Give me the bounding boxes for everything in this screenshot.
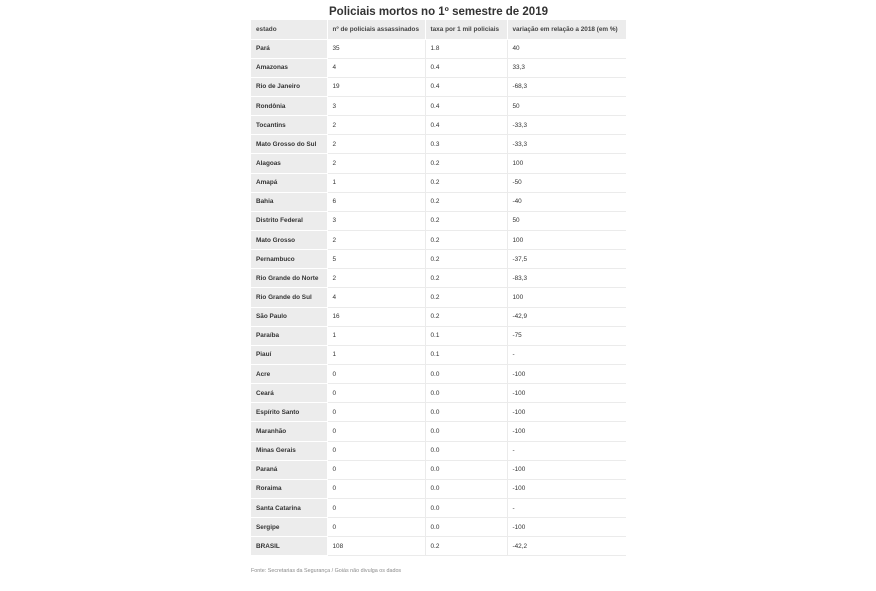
table-row [251, 441, 626, 460]
cell-policiais-assassinados: 3 [327, 211, 425, 230]
cell-taxa: 1.8 [425, 39, 507, 58]
cell-taxa: 0.0 [425, 422, 507, 441]
cell-taxa: 0.0 [425, 384, 507, 403]
cell-taxa: 0.0 [425, 365, 507, 384]
cell-taxa: 0.0 [425, 460, 507, 479]
cell-estado: Pernambuco [251, 250, 327, 269]
cell-policiais-assassinados: 2 [327, 135, 425, 154]
cell-taxa: 0.0 [425, 479, 507, 498]
cell-taxa: 0.2 [425, 231, 507, 250]
cell-variacao: -75 [507, 326, 626, 345]
cell-estado: Amazonas [251, 58, 327, 77]
cell-policiais-assassinados: 1 [327, 326, 425, 345]
column-header-taxa[interactable]: taxa por 1 mil policiais [425, 20, 507, 39]
cell-policiais-assassinados: 6 [327, 192, 425, 211]
cell-estado: Sergipe [251, 518, 327, 537]
table-row [251, 499, 626, 518]
cell-policiais-assassinados: 16 [327, 307, 425, 326]
cell-estado: Espírito Santo [251, 403, 327, 422]
cell-estado: Paraná [251, 460, 327, 479]
cell-variacao: 50 [507, 97, 626, 116]
table-row [251, 135, 626, 154]
column-header-policiais-assassinados[interactable]: nº de policiais assassinados [327, 20, 425, 39]
table-row [251, 345, 626, 364]
cell-taxa: 0.2 [425, 211, 507, 230]
cell-policiais-assassinados: 35 [327, 39, 425, 58]
cell-taxa: 0.0 [425, 518, 507, 537]
cell-estado: Rio Grande do Norte [251, 269, 327, 288]
table-row [251, 288, 626, 307]
cell-variacao: - [507, 441, 626, 460]
cell-variacao: -50 [507, 173, 626, 192]
cell-policiais-assassinados: 0 [327, 479, 425, 498]
table-row [251, 307, 626, 326]
cell-policiais-assassinados: 3 [327, 97, 425, 116]
table-row [251, 231, 626, 250]
cell-taxa: 0.2 [425, 537, 507, 556]
cell-variacao: -42,9 [507, 307, 626, 326]
cell-policiais-assassinados: 2 [327, 231, 425, 250]
cell-policiais-assassinados: 0 [327, 460, 425, 479]
cell-policiais-assassinados: 1 [327, 173, 425, 192]
table-row [251, 365, 626, 384]
table-row [251, 403, 626, 422]
cell-policiais-assassinados: 0 [327, 441, 425, 460]
table-row [251, 116, 626, 135]
table-row [251, 460, 626, 479]
column-header-variacao[interactable]: variação em relação a 2018 (em %) [507, 20, 626, 39]
cell-variacao: -100 [507, 518, 626, 537]
data-table [251, 20, 627, 556]
cell-policiais-assassinados: 0 [327, 422, 425, 441]
cell-policiais-assassinados: 0 [327, 499, 425, 518]
cell-taxa: 0.4 [425, 116, 507, 135]
cell-policiais-assassinados: 0 [327, 518, 425, 537]
cell-variacao: -42,2 [507, 537, 626, 556]
cell-estado: Amapá [251, 173, 327, 192]
cell-estado: Maranhão [251, 422, 327, 441]
cell-policiais-assassinados: 0 [327, 384, 425, 403]
cell-estado: Alagoas [251, 154, 327, 173]
cell-variacao: 100 [507, 154, 626, 173]
cell-taxa: 0.4 [425, 58, 507, 77]
table-title: Policiais mortos no 1º semestre de 2019 [329, 6, 548, 18]
table-row [251, 479, 626, 498]
cell-taxa: 0.0 [425, 441, 507, 460]
cell-estado: BRASIL [251, 537, 327, 556]
cell-variacao: -100 [507, 460, 626, 479]
cell-policiais-assassinados: 5 [327, 250, 425, 269]
cell-variacao: -37,5 [507, 250, 626, 269]
source-note: Fonte: Secretarias da Segurança / Goiás não divulga os dados [251, 568, 402, 574]
cell-estado: Tocantins [251, 116, 327, 135]
cell-variacao: 100 [507, 231, 626, 250]
column-header-estado[interactable]: estado [251, 20, 327, 39]
cell-policiais-assassinados: 2 [327, 116, 425, 135]
cell-taxa: 0.2 [425, 154, 507, 173]
cell-estado: Mato Grosso [251, 231, 327, 250]
cell-taxa: 0.2 [425, 269, 507, 288]
table-row [251, 97, 626, 116]
cell-estado: Rio Grande do Sul [251, 288, 327, 307]
cell-variacao: -100 [507, 384, 626, 403]
cell-variacao: 33,3 [507, 58, 626, 77]
cell-policiais-assassinados: 0 [327, 365, 425, 384]
table-row [251, 269, 626, 288]
table-body [251, 39, 626, 556]
table-row [251, 173, 626, 192]
table-row [251, 192, 626, 211]
cell-taxa: 0.1 [425, 345, 507, 364]
cell-estado: Acre [251, 365, 327, 384]
cell-estado: Bahia [251, 192, 327, 211]
table-row [251, 211, 626, 230]
cell-estado: Distrito Federal [251, 211, 327, 230]
table-header-row [251, 20, 626, 39]
table-row [251, 77, 626, 96]
cell-estado: Minas Gerais [251, 441, 327, 460]
cell-variacao: 100 [507, 288, 626, 307]
cell-variacao: - [507, 345, 626, 364]
table-row [251, 326, 626, 345]
cell-estado: Pará [251, 39, 327, 58]
cell-taxa: 0.4 [425, 97, 507, 116]
table-row [251, 39, 626, 58]
cell-policiais-assassinados: 0 [327, 403, 425, 422]
cell-variacao: -83,3 [507, 269, 626, 288]
cell-policiais-assassinados: 1 [327, 345, 425, 364]
cell-variacao: -33,3 [507, 135, 626, 154]
cell-variacao: -68,3 [507, 77, 626, 96]
cell-estado: Mato Grosso do Sul [251, 135, 327, 154]
cell-taxa: 0.0 [425, 403, 507, 422]
cell-estado: São Paulo [251, 307, 327, 326]
cell-variacao: - [507, 499, 626, 518]
cell-variacao: -33,3 [507, 116, 626, 135]
cell-estado: Paraíba [251, 326, 327, 345]
cell-taxa: 0.2 [425, 250, 507, 269]
cell-taxa: 0.2 [425, 192, 507, 211]
cell-variacao: -40 [507, 192, 626, 211]
cell-taxa: 0.3 [425, 135, 507, 154]
table-row [251, 422, 626, 441]
cell-taxa: 0.2 [425, 307, 507, 326]
cell-variacao: 40 [507, 39, 626, 58]
cell-taxa: 0.1 [425, 326, 507, 345]
table-row [251, 384, 626, 403]
cell-policiais-assassinados: 4 [327, 288, 425, 307]
cell-estado: Piauí [251, 345, 327, 364]
cell-estado: Roraima [251, 479, 327, 498]
table-row [251, 518, 626, 537]
table-row [251, 537, 626, 556]
cell-taxa: 0.0 [425, 499, 507, 518]
cell-taxa: 0.4 [425, 77, 507, 96]
table-row [251, 250, 626, 269]
cell-policiais-assassinados: 19 [327, 77, 425, 96]
table-row [251, 154, 626, 173]
cell-policiais-assassinados: 4 [327, 58, 425, 77]
cell-policiais-assassinados: 2 [327, 154, 425, 173]
cell-variacao: -100 [507, 403, 626, 422]
cell-taxa: 0.2 [425, 288, 507, 307]
cell-variacao: -100 [507, 479, 626, 498]
cell-variacao: -100 [507, 422, 626, 441]
cell-policiais-assassinados: 108 [327, 537, 425, 556]
cell-taxa: 0.2 [425, 173, 507, 192]
cell-estado: Rio de Janeiro [251, 77, 327, 96]
cell-variacao: 50 [507, 211, 626, 230]
table-row [251, 58, 626, 77]
cell-estado: Santa Catarina [251, 499, 327, 518]
cell-estado: Ceará [251, 384, 327, 403]
cell-estado: Rondônia [251, 97, 327, 116]
cell-policiais-assassinados: 2 [327, 269, 425, 288]
cell-variacao: -100 [507, 365, 626, 384]
